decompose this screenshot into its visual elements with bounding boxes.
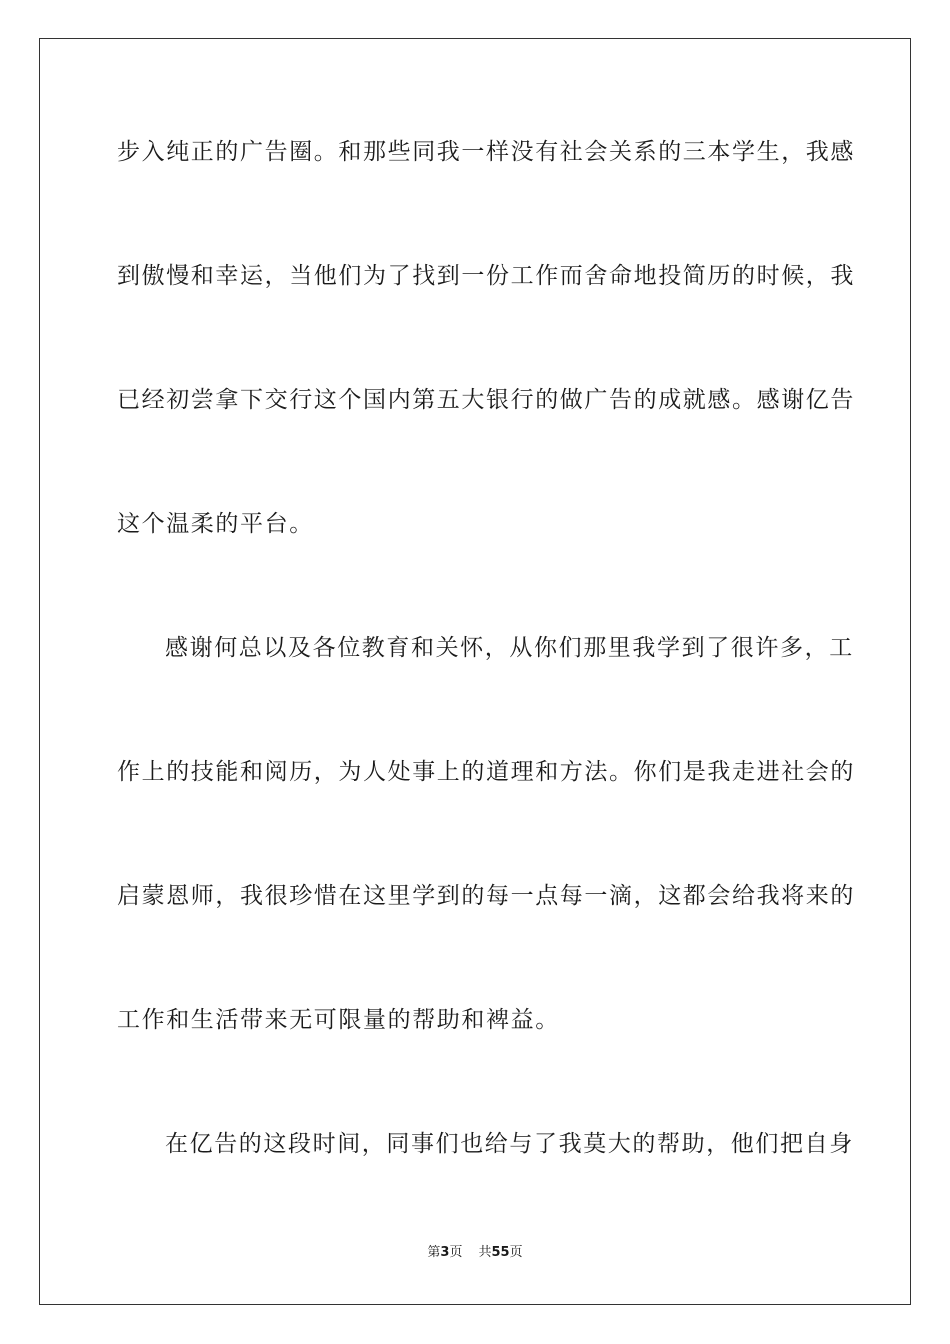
page-number: 3	[440, 1245, 450, 1260]
text-line: 工作和生活带来无可限量的帮助和裨益。	[117, 1007, 560, 1033]
text-line: 到傲慢和幸运，当他们为了找到一份工作而舍命地投简历的时候，我	[117, 263, 855, 289]
text-line: 已经初尝拿下交行这个国内第五大银行的做广告的成就感。感谢亿告	[117, 387, 855, 413]
text-line: 启蒙恩师，我很珍惜在这里学到的每一点每一滴，这都会给我将来的	[117, 883, 855, 909]
total-pages: 55	[491, 1245, 510, 1260]
page-border	[39, 38, 911, 1305]
text-line: 这个温柔的平台。	[117, 511, 314, 537]
total-prefix: 共	[478, 1245, 492, 1260]
total-suffix: 页	[509, 1245, 523, 1260]
page-footer	[0, 1244, 950, 1262]
text-line: 感谢何总以及各位教育和关怀，从你们那里我学到了很许多，工	[165, 635, 854, 661]
text-line: 作上的技能和阅历，为人处事上的道理和方法。你们是我走进社会的	[117, 759, 855, 785]
text-line: 在亿告的这段时间，同事们也给与了我莫大的帮助，他们把自身	[165, 1131, 854, 1157]
text-line: 步入纯正的广告圈。和那些同我一样没有社会关系的三本学生，我感	[117, 139, 855, 165]
page-prefix: 第	[427, 1245, 441, 1260]
page-suffix: 页	[449, 1245, 463, 1260]
